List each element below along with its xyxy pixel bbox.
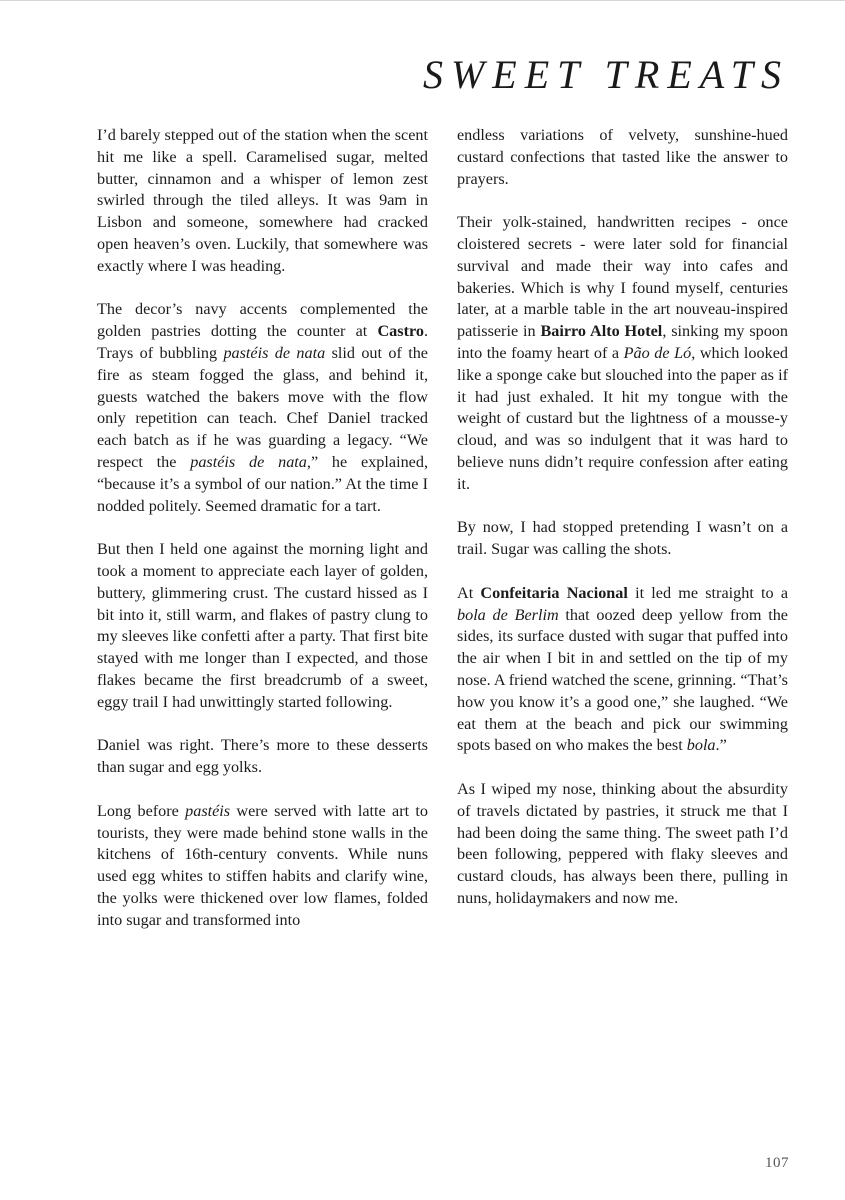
left-column bbox=[97, 125, 428, 953]
paragraph-first-bite: But then I held one against the morning light and took a moment to appreciate each layer of golden, buttery, glimmering crust. The custard hissed as I bit into it, still warm, and flakes of pastry clung to my sleeves like confetti after a party. That first bite stayed with me longer than I expected, and those flakes became the first breadcrumb of a sweet, eggy trail I had unwittingly started following. bbox=[97, 540, 428, 711]
paragraph-daniel-right: Daniel was right. There’s more to these desserts than sugar and egg yolks. bbox=[97, 736, 428, 777]
paragraph-custard-confections: endless variations of velvety, sunshine-hued custard confections that tasted like the answer to prayers. bbox=[457, 126, 788, 188]
paragraph-castro: The decor’s navy accents complemented the golden pastries dotting the counter at Castro. Trays of bubbling pastéis de nata slid out of the fire as steam fogged the glass, and behind it, guests watched the bakers move with the flow only repetition can teach. Chef Daniel tracked each batch as if he was guarding a legacy. “We respect the pastéis de nata,” he explained, “because it’s a symbol of our nation.” At the time I nodded politely. Seemed dramatic for a tart. bbox=[97, 300, 428, 515]
page-title: SWEET TREATS bbox=[422, 52, 789, 97]
pastry-name: pastéis de nata bbox=[190, 452, 307, 471]
pastry-name: Pão de Ló bbox=[623, 343, 692, 362]
pastry-name: bola bbox=[686, 736, 716, 755]
paragraph-confeitaria-nacional: At Confeitaria Nacional it led me straight to a bola de Berlim that oozed deep yellow from the sides, its surface dusted with sugar that puffed into the air when I bit in and settled on the tip of my nose. A friend watched the scene, grinning. “That’s how you know it’s a good one,” she laughed. “We eat them at the beach and pick our swimming spots based on who makes the best bola.” bbox=[457, 583, 788, 755]
right-column bbox=[457, 125, 788, 931]
pastry-name: pastéis de nata bbox=[223, 343, 326, 362]
venue-name-bairro-alto-hotel: Bairro Alto Hotel bbox=[540, 322, 663, 341]
paragraph-convents: Long before pastéis were served with latte art to tourists, they were made behind stone walls in the kitchens of 16th-century convents. While nuns used egg whites to stiffen habits and clarify wine, the yolks were thickened over low flames, folded into sugar and transformed into bbox=[97, 801, 428, 929]
pastry-name: pastéis bbox=[185, 801, 231, 820]
venue-name-castro: Castro bbox=[377, 322, 424, 341]
paragraph-conclusion: As I wiped my nose, thinking about the absurdity of travels dictated by pastries, it struck me that I had been doing the same thing. The sweet path I’d been following, peppered with flaky sleeves and custard clouds, has always been there, pulling in nuns, holidaymakers and now me. bbox=[457, 779, 788, 907]
paragraph-bairro-alto: Their yolk-stained, handwritten recipes - once cloistered secrets - were later sold for financial survival and made their way into cafes and bakeries. Which is why I found myself, centuries later, at a marble table in the art nouveau-inspired patisserie in Bairro Alto Hotel, sinking my spoon into the foamy heart of a Pão de Ló, which looked like a sponge cake but slouched into the paper as if it had just exhaled. It hit my tongue with the weight of custard but the lightness of a mousse-y cloud, and was so indulgent that it was hard to believe nuns didn’t require confession after eating it. bbox=[457, 213, 788, 493]
paragraph-trail: By now, I had stopped pretending I wasn’t on a trail. Sugar was calling the shots. bbox=[457, 518, 788, 559]
venue-name-confeitaria-nacional: Confeitaria Nacional bbox=[480, 583, 628, 602]
page-number: 107 bbox=[765, 1155, 789, 1171]
pastry-name: bola de Berlim bbox=[457, 605, 559, 624]
paragraph-arrival: I’d barely stepped out of the station when the scent hit me like a spell. Caramelised sugar, melted butter, cinnamon and a whisper of lemon zest swirled through the tiled alleys. It was 9am in Lisbon and someone, somewhere had cracked open heaven’s oven. Luckily, that somewhere was exactly where I was heading. bbox=[97, 126, 428, 275]
